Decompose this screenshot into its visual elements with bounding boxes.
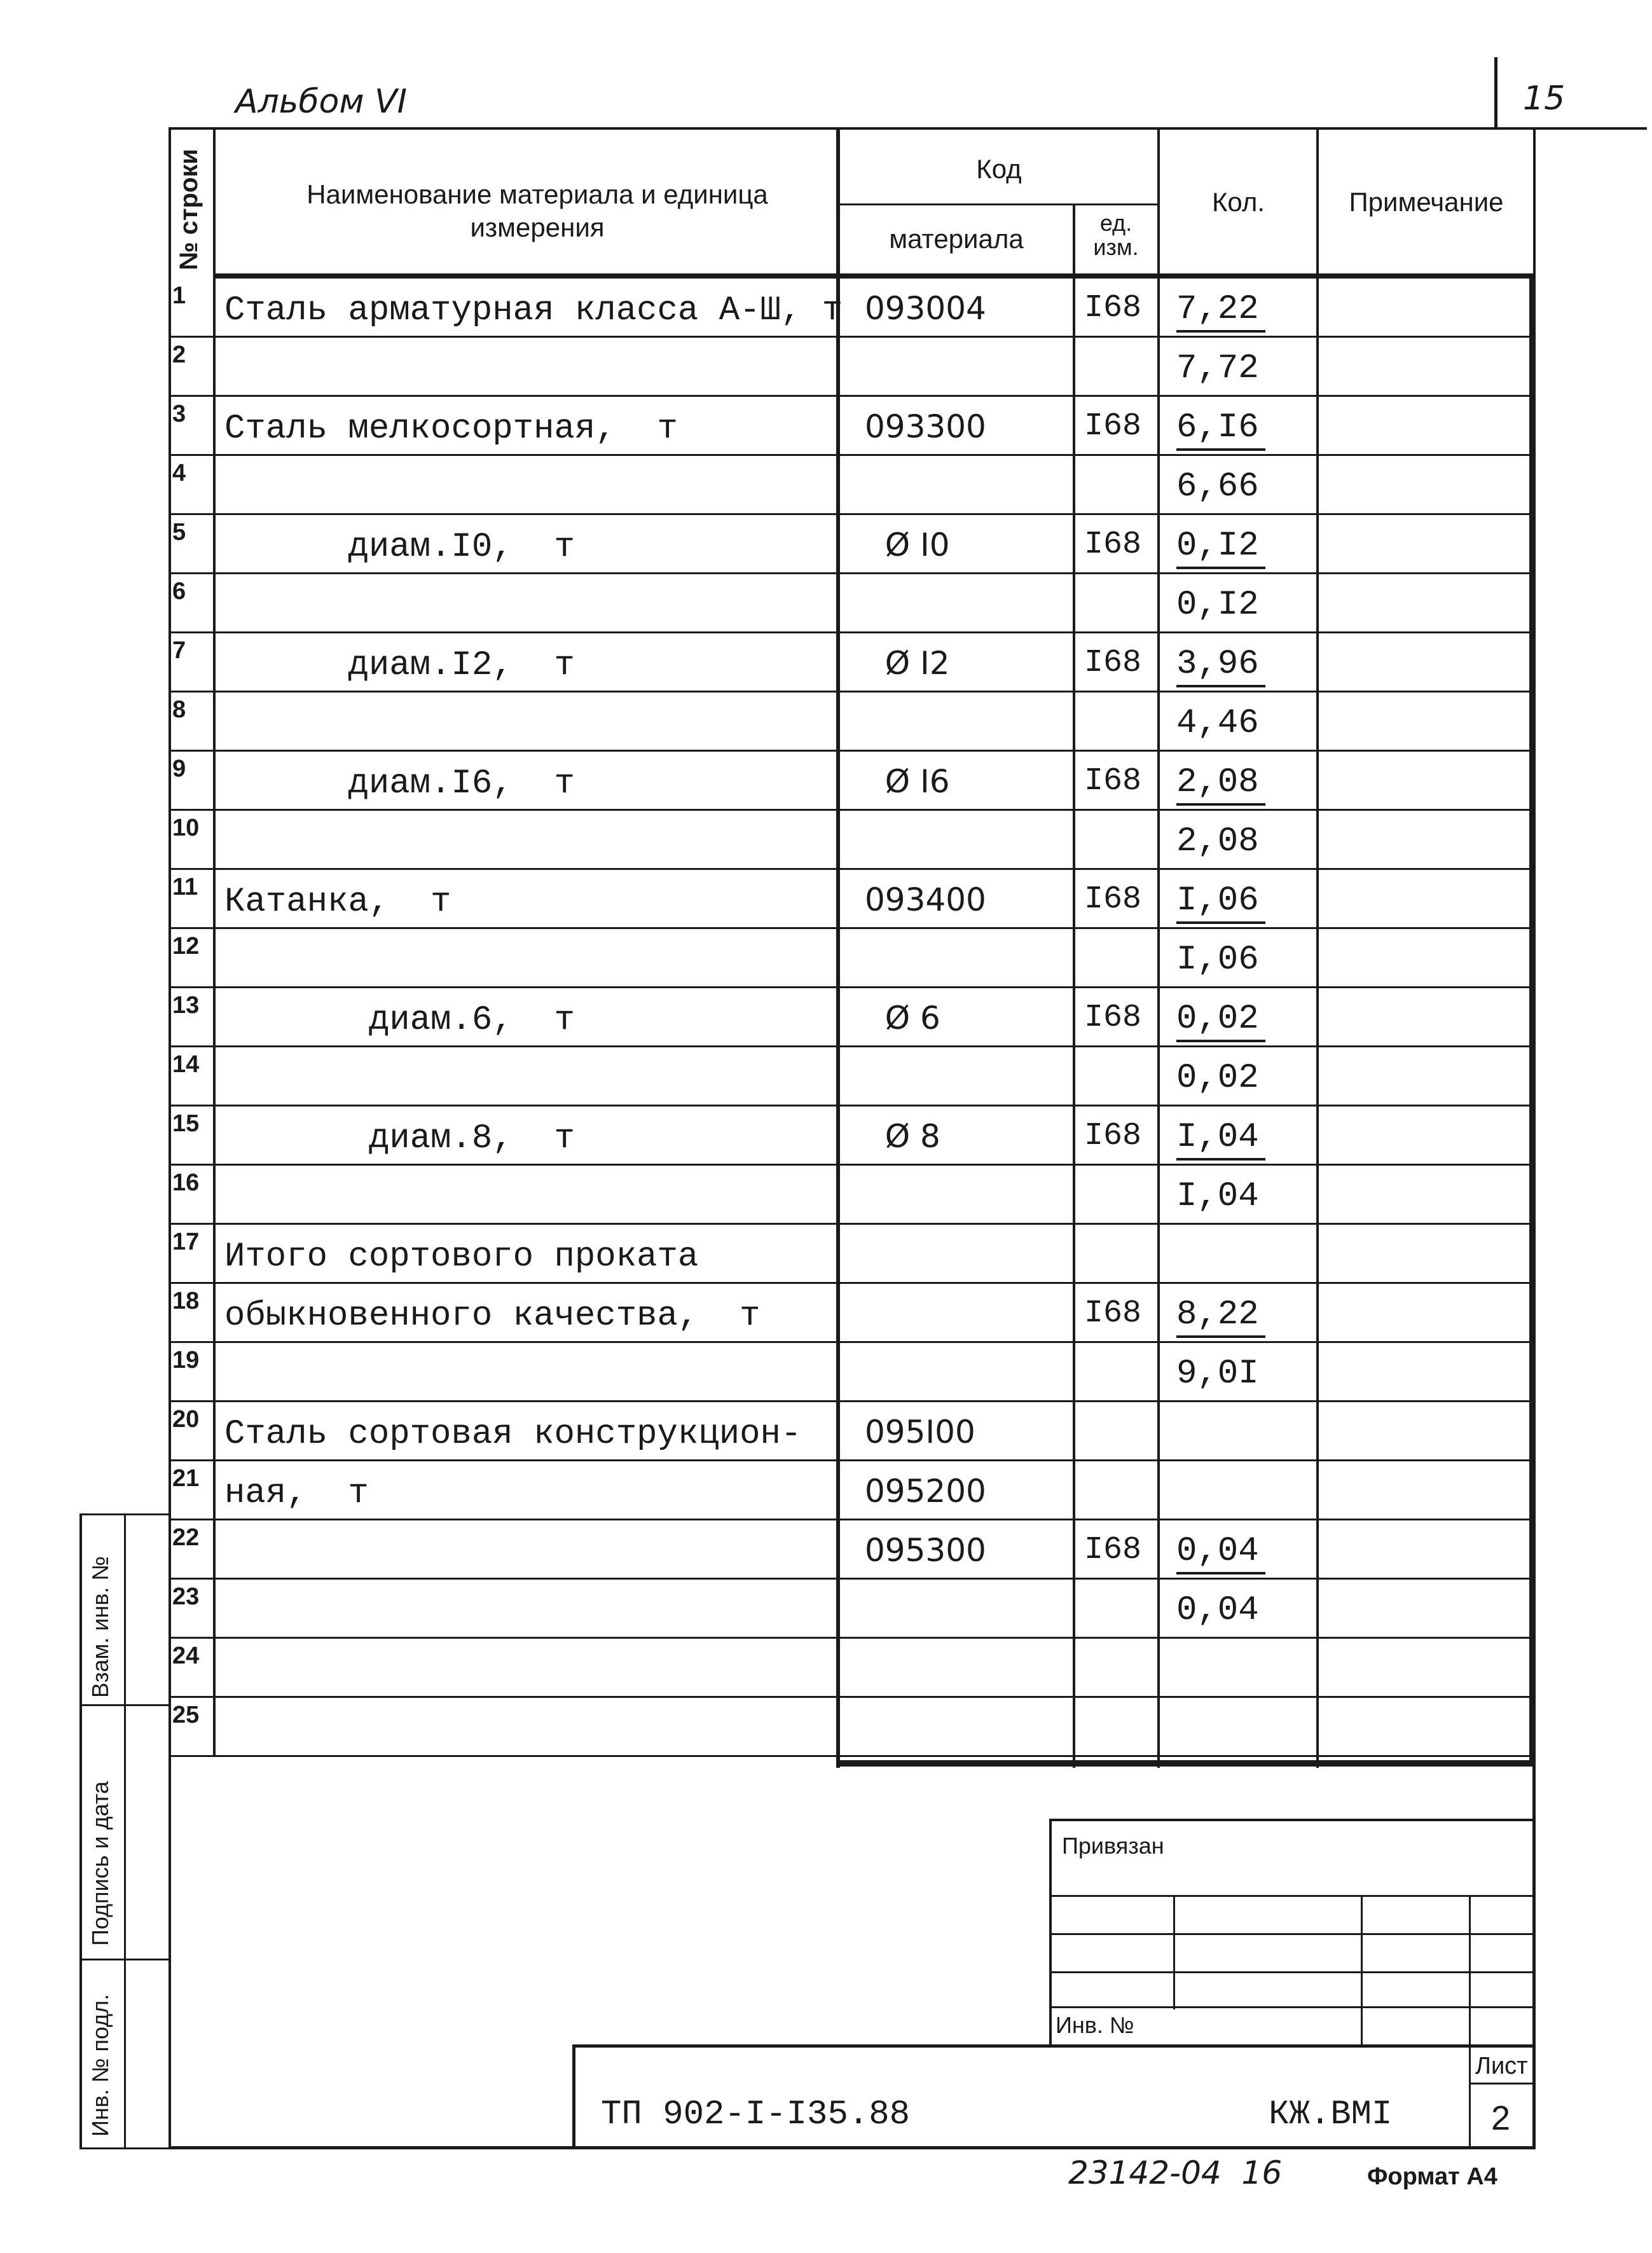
material-name: Сталь сортовая конструкцион- — [224, 1415, 802, 1454]
note-header: Примечание — [1349, 187, 1504, 217]
quantity: 0,I2 — [1176, 586, 1259, 624]
row-number: 15 — [172, 1110, 200, 1137]
quantity: I,06 — [1176, 881, 1265, 924]
table-row — [169, 870, 1536, 929]
material-name: диам.I2, т — [224, 646, 575, 685]
row-number: 16 — [172, 1169, 200, 1196]
row-number: 20 — [172, 1406, 200, 1433]
row-number: 6 — [172, 578, 186, 605]
material-code: 095I00 — [865, 1414, 975, 1450]
quantity: 0,I2 — [1176, 527, 1265, 569]
row-number: 22 — [172, 1524, 200, 1551]
quantity — [1176, 1650, 1183, 1651]
table-row — [169, 1106, 1536, 1166]
material-name: Сталь мелкосортная, т — [224, 410, 678, 448]
doc-code: ТП 902-I-I35.88 — [601, 2095, 911, 2134]
unit-code: I68 — [1084, 527, 1142, 563]
name-header: Наименование материала и единица измерения — [306, 179, 768, 242]
material-name: диам.8, т — [224, 1119, 575, 1158]
row-number: 7 — [172, 637, 186, 664]
handwritten-number: 23142-04 16 — [1068, 2154, 1283, 2191]
unit-code: I68 — [1084, 1000, 1142, 1036]
bound-label: Привязан — [1062, 1833, 1164, 1859]
quantity: 2,08 — [1176, 763, 1265, 806]
code-unit-header: ед. изм. — [1093, 210, 1139, 260]
row-number: 12 — [172, 933, 200, 960]
material-name: диам.I0, т — [224, 528, 575, 567]
quantity — [1176, 1709, 1183, 1711]
unit-code: I68 — [1084, 1532, 1142, 1568]
quantity: 7,22 — [1176, 290, 1265, 333]
row-number: 8 — [172, 696, 186, 723]
format-label: Формат А4 — [1367, 2163, 1497, 2190]
code-group-header: Код — [976, 154, 1022, 184]
material-name: обыкновенного качества, т — [224, 1297, 761, 1335]
side-stamp — [79, 1513, 169, 2149]
quantity: 3,96 — [1176, 645, 1265, 687]
material-code: 093300 — [865, 408, 986, 445]
quantity: 6,66 — [1176, 467, 1259, 506]
table-row — [169, 456, 1536, 515]
row-number: 19 — [172, 1347, 200, 1374]
table-row — [169, 1047, 1536, 1106]
doc-mark: КЖ.ВМI — [1269, 2095, 1393, 2134]
row-number: 21 — [172, 1465, 200, 1492]
row-number: 25 — [172, 1702, 200, 1728]
table-row — [169, 1402, 1536, 1461]
table-row — [169, 1580, 1536, 1639]
row-number: 1 — [172, 282, 186, 309]
row-number: 13 — [172, 992, 200, 1019]
sheet-number: 2 — [1491, 2099, 1511, 2137]
table-row — [169, 1343, 1536, 1402]
unit-code: I68 — [1084, 1118, 1142, 1154]
row-number: 3 — [172, 401, 186, 427]
quantity — [1176, 1473, 1183, 1474]
row-number: 17 — [172, 1229, 200, 1255]
quantity: 0,02 — [1176, 1000, 1265, 1042]
material-code: 095300 — [865, 1532, 986, 1569]
exchange-inv-label: Взам. инв. № — [87, 1555, 113, 1698]
row-number: 23 — [172, 1583, 200, 1610]
row-number-header: № строки — [175, 148, 203, 270]
row-number: 24 — [172, 1643, 200, 1669]
quantity: 8,22 — [1176, 1295, 1265, 1338]
row-number: 18 — [172, 1288, 200, 1314]
header-divider — [1494, 57, 1497, 127]
qty-header: Кол. — [1211, 187, 1265, 217]
material-code: Ø I6 — [865, 763, 950, 800]
table-row — [169, 929, 1536, 988]
row-number: 10 — [172, 815, 200, 841]
table-row — [169, 1520, 1536, 1580]
table-row — [169, 515, 1536, 574]
material-name: Итого сортового проката — [224, 1237, 699, 1276]
material-code: Ø 8 — [865, 1118, 940, 1155]
material-name: ная, т — [224, 1474, 369, 1513]
quantity: 9,0I — [1176, 1354, 1259, 1393]
material-code: Ø I0 — [865, 527, 950, 563]
row-number: 4 — [172, 460, 186, 486]
quantity: 0,02 — [1176, 1059, 1259, 1098]
page-number: 15 — [1523, 79, 1566, 118]
quantity: 0,04 — [1176, 1591, 1259, 1630]
table-row — [169, 988, 1536, 1047]
quantity: 6,I6 — [1176, 408, 1265, 451]
unit-code: I68 — [1084, 408, 1142, 444]
table-row — [169, 752, 1536, 811]
quantity: I,04 — [1176, 1177, 1259, 1216]
row-number: 14 — [172, 1051, 200, 1078]
material-name: Катанка, т — [224, 883, 451, 921]
table-row — [169, 338, 1536, 397]
material-name: диам.6, т — [224, 1001, 575, 1040]
table-row — [169, 811, 1536, 870]
table-row — [169, 279, 1536, 338]
material-code: Ø I2 — [865, 645, 950, 682]
sheet-label: Лист — [1475, 2053, 1528, 2079]
unit-code: I68 — [1084, 290, 1142, 326]
album-label: Альбом VI — [235, 83, 408, 121]
table-row — [169, 397, 1536, 456]
quantity: 2,08 — [1176, 822, 1259, 861]
quantity: I,04 — [1176, 1118, 1265, 1161]
quantity — [1176, 1414, 1183, 1415]
title-block — [572, 1819, 1536, 2149]
table-row — [169, 1225, 1536, 1284]
inv-no-label: Инв. № — [1056, 2012, 1134, 2038]
table-row — [169, 1698, 1536, 1757]
material-code: Ø 6 — [865, 1000, 940, 1037]
code-material-header: материала — [889, 224, 1024, 254]
row-number: 11 — [172, 874, 198, 900]
unit-code: I68 — [1084, 881, 1142, 918]
row-number: 9 — [172, 755, 186, 782]
table-row — [169, 1639, 1536, 1698]
inv-original-label: Инв. № подл. — [87, 1994, 113, 2137]
row-number: 2 — [172, 341, 186, 368]
material-code: 093004 — [865, 290, 986, 327]
quantity: 7,72 — [1176, 349, 1259, 388]
table-row — [169, 1166, 1536, 1225]
row-number: 5 — [172, 519, 186, 546]
unit-code: I68 — [1084, 1295, 1142, 1332]
table-row — [169, 692, 1536, 752]
table-row — [169, 633, 1536, 692]
table-row — [169, 1284, 1536, 1343]
unit-code: I68 — [1084, 645, 1142, 681]
quantity: 4,46 — [1176, 704, 1259, 743]
material-name: диам.I6, т — [224, 764, 575, 803]
signature-date-label: Подпись и дата — [87, 1781, 113, 1946]
quantity: I,06 — [1176, 940, 1259, 979]
quantity — [1176, 1236, 1183, 1237]
material-code: 095200 — [865, 1473, 986, 1510]
material-name: Сталь арматурная класса А-Ш, т — [224, 291, 843, 330]
table-row — [169, 1461, 1536, 1520]
table-row — [169, 574, 1536, 633]
unit-code: I68 — [1084, 763, 1142, 799]
quantity: 0,04 — [1176, 1532, 1265, 1574]
material-code: 093400 — [865, 881, 986, 918]
